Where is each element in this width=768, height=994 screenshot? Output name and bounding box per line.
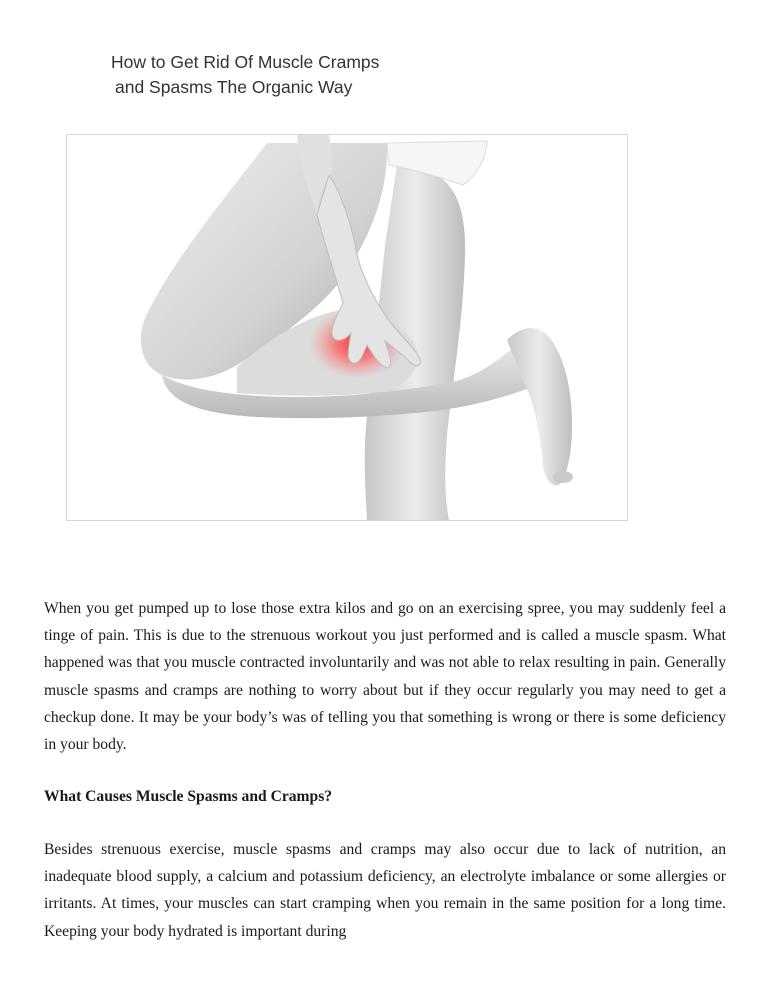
paragraph-intro: When you get pumped up to lose those extra kilos and go on an exercising spree, you may suddenly feel a tinge of pain. This is due to the strenuous workout you just performed and is called a muscle spasm. What happened was that you muscle contracted involuntarily and was not able to relax resulting in pain. Generally muscle spasms and cramps are nothing to worry about but if they occur regularly you may need to get a checkup done. It may be your body’s was of telling you that something is wrong or there is some deficiency in your body. [44, 600, 726, 754]
article-photo [66, 134, 628, 521]
article-title-line-2: and Spasms The Organic Way [115, 77, 353, 97]
foot [507, 328, 572, 485]
paragraph-causes: Besides strenuous exercise, muscle spasms and cramps may also occur due to lack of nutrition, an inadequate blood supply, a calcium and potassium deficiency, an electrolyte imbalance or some allergies or irritants. At times, your muscles can start cramping when you remain in the same position for a long time. Keeping your body hydrated is important during [44, 841, 726, 940]
leg-cramp-illustration [67, 135, 627, 520]
section-heading-causes: What Causes Muscle Spasms and Cramps? [44, 788, 333, 805]
article-title [111, 50, 531, 100]
article-title-line-1: How to Get Rid Of Muscle Cramps [111, 52, 380, 72]
